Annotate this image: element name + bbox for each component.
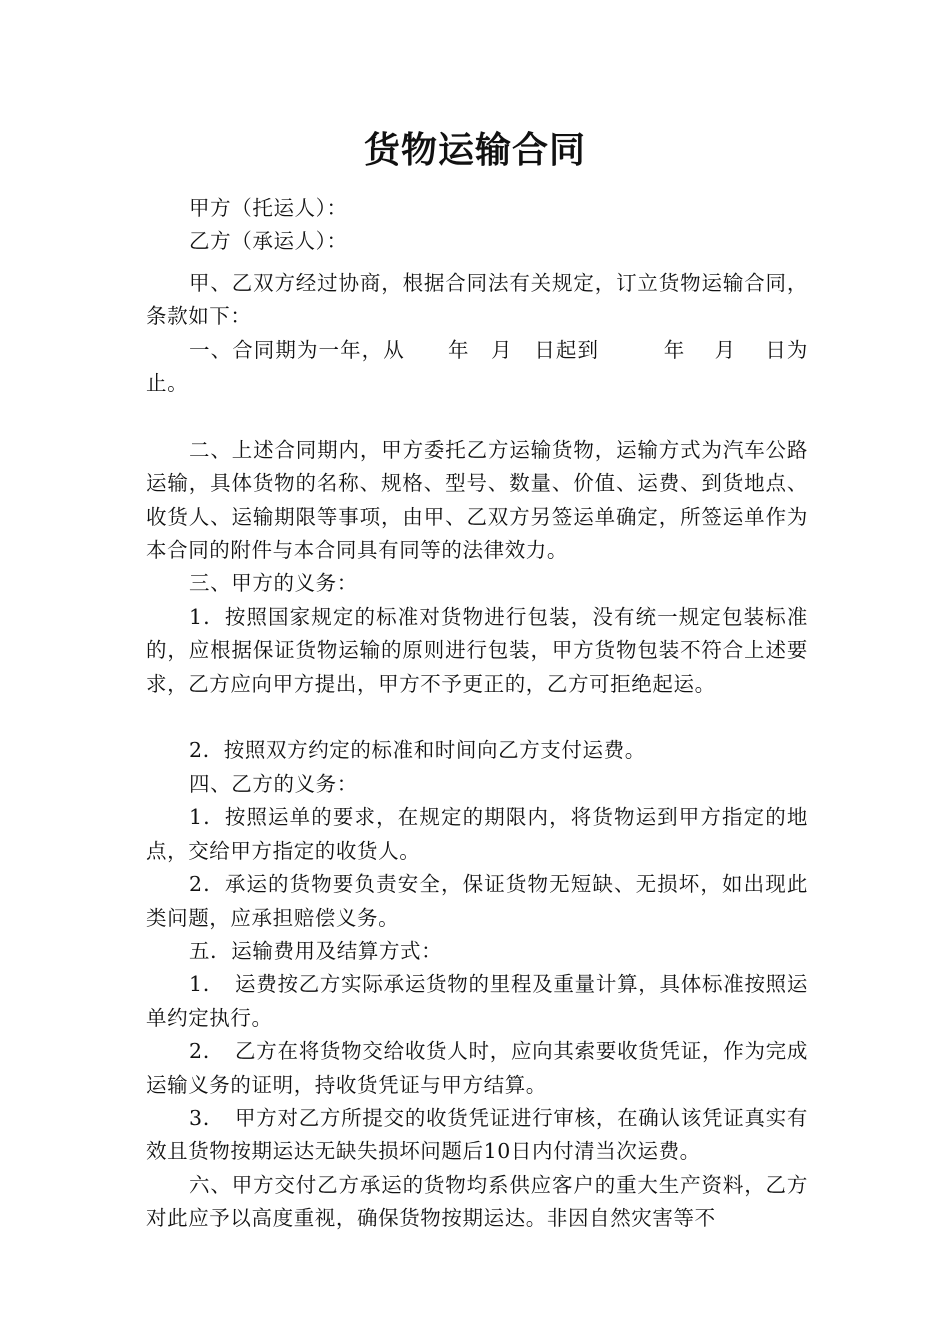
clause-5-item-2: 2． 乙方在将货物交给收货人时，应向其索要收货凭证，作为完成运输义务的证明，持收货凭证与甲方结算。 bbox=[146, 1039, 808, 1097]
clause-5-heading: 五．运输费用及结算方式： bbox=[189, 938, 443, 963]
party-a-line: 甲方（托运人）： bbox=[189, 196, 348, 220]
clause-3-item-2: 2．按照双方约定的标准和时间向乙方支付运费。 bbox=[189, 738, 646, 763]
document-title: 货物运输合同 bbox=[363, 130, 586, 171]
clause-5-item-3: 3． 甲方对乙方所提交的收货凭证进行审核，在确认该凭证真实有效且货物按期运达无缺失损坏问题后10日内付清当次运费。 bbox=[146, 1105, 808, 1164]
clause-2-scope: 二、上述合同期内，甲方委托乙方运输货物，运输方式为汽车公路运输，具体货物的名称、规格、型号、数量、价值、运费、到货地点、收货人、运输期限等事项，由甲、乙双方另签运单确定，所签运单作为本合同的附件与本合同具有同等的法律效力。 bbox=[146, 437, 808, 563]
clause-4-item-2: 2．承运的货物要负责安全，保证货物无短缺、无损坏，如出现此类问题，应承担赔偿义务。 bbox=[146, 872, 808, 930]
clause-4-item-1: 1．按照运单的要求，在规定的期限内，将货物运到甲方指定的地点，交给甲方指定的收货人。 bbox=[146, 805, 808, 863]
party-b-line: 乙方（承运人）： bbox=[189, 229, 348, 254]
clause-6-paragraph: 六、甲方交付乙方承运的货物均系供应客户的重大生产资料，乙方对此应予以高度重视，确保货物按期运达。非因自然灾害等不 bbox=[146, 1172, 808, 1231]
clause-5-item-1: 1． 运费按乙方实际承运货物的里程及重量计算，具体标准按照运单约定执行。 bbox=[146, 972, 808, 1030]
preamble-paragraph: 甲、乙双方经过协商，根据合同法有关规定，订立货物运输合同，条款如下： bbox=[146, 270, 808, 329]
clause-3-item-1: 1．按照国家规定的标准对货物进行包装，没有统一规定包装标准的，应根据保证货物运输的原则进行包装，甲方货物包装不符合上述要求，乙方应向甲方提出，甲方不予更正的，乙方可拒绝起运。 bbox=[146, 604, 808, 696]
document-body bbox=[146, 192, 808, 1236]
clause-3-heading: 三、甲方的义务： bbox=[189, 571, 358, 596]
clause-4-heading: 四、乙方的义务： bbox=[189, 771, 358, 796]
clause-1-term: 一、合同期为一年，从 年 月 日起到 年 月 日为止。 bbox=[146, 337, 808, 396]
